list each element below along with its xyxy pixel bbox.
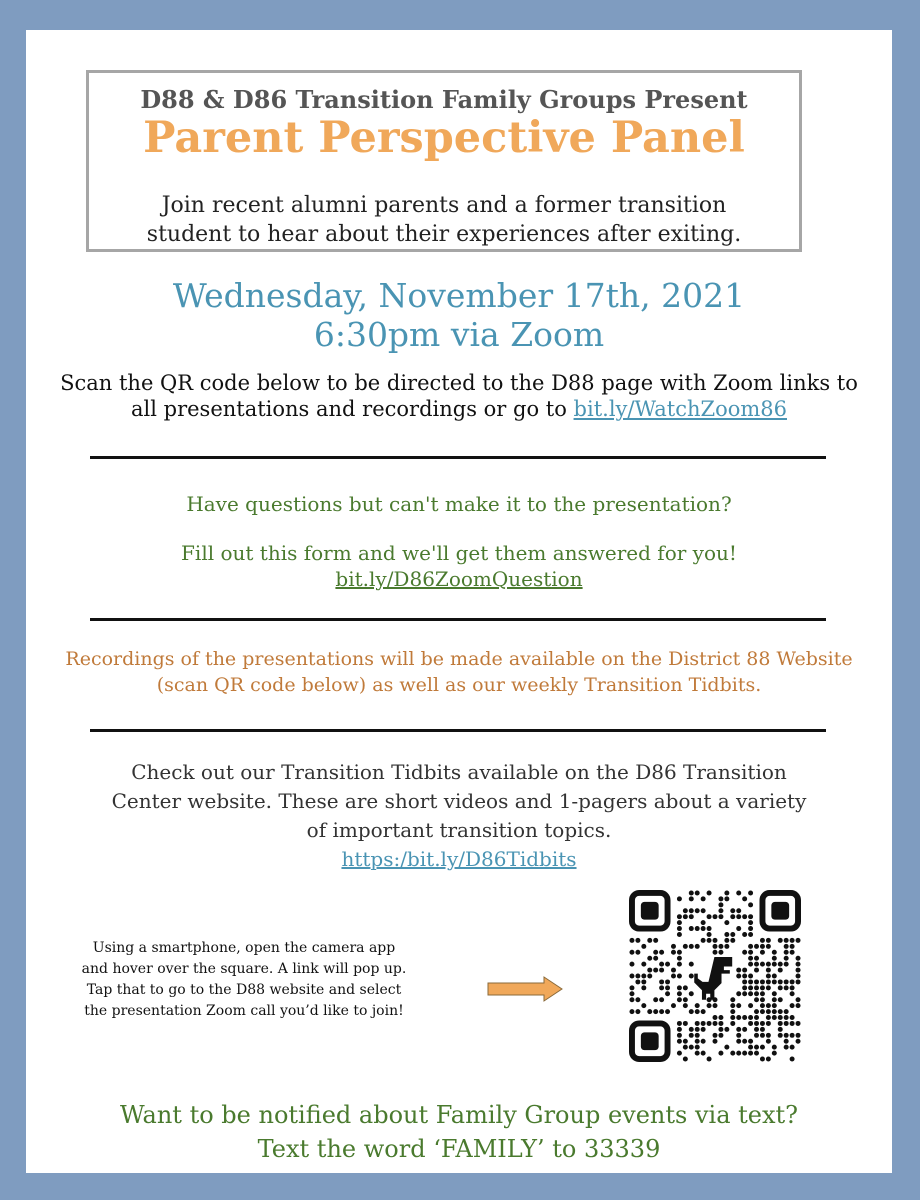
tidbits-line-1: Check out our Transition Tidbits available on the D86 Transition: [131, 760, 787, 784]
divider-3: [90, 729, 826, 732]
flyer-page: [26, 30, 892, 1173]
tidbits-section: [26, 758, 892, 874]
questions-prompt: Have questions but can't make it to the presentation?: [186, 492, 732, 516]
divider-2: [90, 618, 826, 621]
tidbits-line-3: of important transition topics.: [306, 818, 612, 842]
intro-text: [119, 191, 769, 249]
qr-instructions-line-3: Tap that to go to the D88 website and select: [86, 982, 402, 998]
questions-form: [26, 540, 892, 592]
event-date: Wednesday, November 17th, 2021: [172, 276, 746, 315]
recordings-note: [26, 646, 892, 698]
form-text: Fill out this form and we'll get them answered for you!: [181, 541, 737, 565]
tidbits-link[interactable]: https:/bit.ly/D86Tidbits: [341, 847, 577, 871]
zoom-question-link[interactable]: bit.ly/D86ZoomQuestion: [335, 567, 583, 591]
divider-1: [90, 456, 826, 459]
scan-line-2: [26, 396, 892, 422]
qr-instructions-line-4: the presentation Zoom call you’d like to join!: [84, 1003, 404, 1019]
right-arrow-icon: [486, 975, 566, 1003]
event-time: 6:30pm via Zoom: [313, 315, 605, 354]
scan-line-2-text: all presentations and recordings or go to: [131, 397, 567, 421]
recordings-line-2: (scan QR code below) as well as our weekly Transition Tidbits.: [156, 674, 762, 696]
intro-line-1: Join recent alumni parents and a former transition: [161, 193, 727, 218]
intro-line-2: student to hear about their experiences after exiting.: [146, 222, 742, 247]
text-notify-section: [26, 1098, 892, 1166]
tidbits-line-2: Center website. These are short videos and 1-pagers about a variety: [111, 789, 807, 813]
watch-zoom-link[interactable]: bit.ly/WatchZoom86: [573, 397, 787, 421]
qr-instructions-line-1: Using a smartphone, open the camera app: [92, 940, 396, 956]
header-box: [86, 70, 802, 252]
recordings-line-1: Recordings of the presentations will be made available on the District 88 Website: [65, 648, 853, 670]
event-title: Parent Perspective Panel: [143, 113, 745, 163]
qr-instructions-line-2: and hover over the square. A link will pop up.: [81, 961, 407, 977]
notify-line-2: Text the word ‘FAMILY’ to 33339: [257, 1135, 661, 1163]
scan-line-1: Scan the QR code below to be directed to the D88 page with Zoom links to: [60, 371, 858, 395]
presenter-line: D88 & D86 Transition Family Groups Present: [140, 85, 748, 114]
qr-instructions: [74, 938, 414, 1022]
scan-instructions: [26, 370, 892, 422]
notify-line-1: Want to be notified about Family Group events via text?: [119, 1101, 799, 1129]
qr-code-icon[interactable]: [629, 890, 801, 1062]
